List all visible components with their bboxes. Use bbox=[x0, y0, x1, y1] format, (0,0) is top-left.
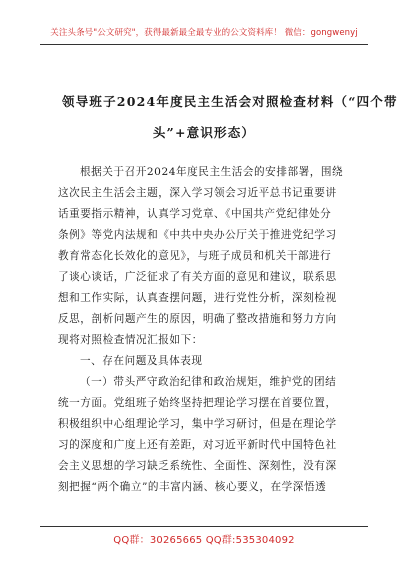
body-line: 反思，剖析问题产生的原因，明确了整改措施和努力方向 bbox=[58, 313, 337, 325]
header-note: 关注头条号"公文研究"，获得最新最全最专业的公文资料库！ 微信：gongwenyj bbox=[50, 28, 358, 38]
subsection-heading: （一）带头严守政治纪律和政治规矩，维护党的团结 bbox=[80, 376, 337, 388]
body-line: 会主义思想的学习缺乏系统性、全面性、深刻性，没有深 bbox=[58, 460, 337, 472]
document-title-line-2: 头”+意识形态） bbox=[152, 125, 256, 140]
body-line: 现将对照检查情况汇报如下： bbox=[58, 334, 203, 346]
body-line: 这次民主生活会主题，深入学习领会习近平总书记重要讲 bbox=[58, 187, 337, 199]
body-line: 统一方面。党组班子始终坚持把理论学习摆在首要位置， bbox=[58, 397, 337, 409]
footer-note: QQ群：30265665 QQ群:535304092 bbox=[113, 535, 295, 546]
body-line: 根据关于召开2024年度民主生活会的安排部署，围绕 bbox=[80, 166, 344, 178]
body-line: 了谈心谈话，广泛征求了有关方面的意见和建议，联系思 bbox=[58, 271, 337, 283]
body-line: 刻把握“两个确立”的丰富内涵、核心要义，在学深悟透 bbox=[58, 481, 327, 493]
body-line: 想和工作实际，认真查摆问题，进行党性分析，深刻检视 bbox=[58, 292, 337, 304]
body-line: 习的深度和广度上还有差距，对习近平新时代中国特色社 bbox=[58, 439, 337, 451]
body-line: 话重要指示精神，认真学习党章、《中国共产党纪律处分 bbox=[58, 208, 332, 220]
document-title-line-1: 领导班子2024年度民主生活会对照检查材料（“四个带 bbox=[62, 94, 398, 109]
section-heading: 一、存在问题及具体表现 bbox=[80, 355, 203, 367]
body-line: 条例》等党内法规和《中共中央办公厅关于推进党纪学习 bbox=[58, 229, 337, 241]
footer-divider bbox=[40, 526, 368, 527]
header-divider bbox=[40, 44, 368, 45]
body-line: 积极组织中心组理论学习，集中学习研讨，但是在理论学 bbox=[58, 418, 337, 430]
body-line: 教育常态化长效化的意见》，与班子成员和机关干部进行 bbox=[58, 250, 332, 262]
